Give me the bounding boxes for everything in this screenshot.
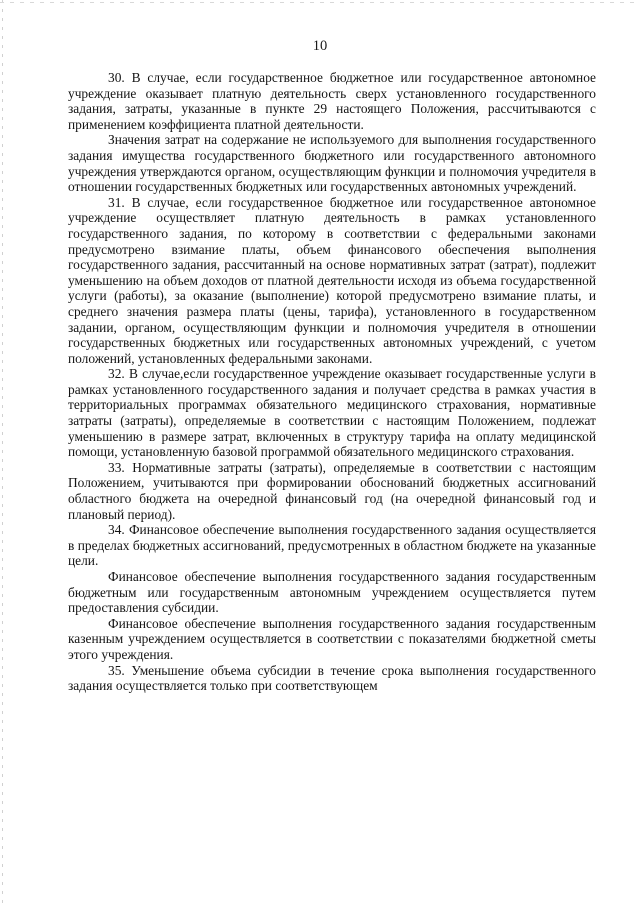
document-body	[68, 70, 596, 694]
paragraph-35: 35. Уменьшение объема субсидии в течение срока выполнения государственного задания осуществляется только при соответствующем	[68, 662, 596, 694]
page-number: 10	[312, 38, 328, 54]
paragraph-34-subsidy: Финансовое обеспечение выполнения государственного задания государственным бюджетным или государственным автономным учреждением осуществляется путем предоставления субсидии.	[68, 569, 596, 616]
paragraph-34-budget-estimate: Финансовое обеспечение выполнения государственного задания государственным казенным учреждением осуществляется в соответствии с показателями бюджетной сметы этого учреждения.	[68, 615, 596, 662]
scan-edge-top	[0, 2, 640, 3]
paragraph-30-expenses: Значения затрат на содержание не используемого для выполнения государственного задания имущества государственного бюджетного или государственного автономного учреждения утверждаются органом, осуществляющим функции и полномочия учредителя в отношении государственных бюджетных или государственных автономных учреждений.	[68, 132, 596, 195]
paragraph-32: 32. В случае,если государственное учреждение оказывает государственные услуги в рамках установленного государственного задания и получает средства в рамках участия в территориальных программах обязательного медицинского страхования, нормативные затраты (затраты), определяемые в соответствии с настоящим Положением, подлежат уменьшению в размере затрат, включенных в структуру тарифа на оплату медицинской помощи, установленную базовой программой обязательного медицинского страхования.	[68, 366, 596, 460]
paragraph-30: 30. В случае, если государственное бюджетное или государственное автономное учреждение оказывает платную деятельность сверх установленного государственного задания, затраты, указанные в пункте 29 настоящего Положения, рассчитываются с применением коэффициента платной деятельности.	[68, 70, 596, 132]
paragraph-31: 31. В случае, если государственное бюджетное или государственное автономное учреждение осуществляет платную деятельность в рамках установленного государственного задания, по которому в соответствии с федеральными законами предусмотрено взимание платы, объем финансового обеспечения выполнения государственного задания, рассчитанный на основе нормативных затрат (затрат), подлежит уменьшению на объем доходов от платной деятельности исходя из объема государственной услуги (работы), за оказание (выполнение) которой предусмотрено взимание платы, и среднего значения размера платы (цены, тарифа), установленного в государственном задании, органом, осуществляющим функции и полномочия учредителя в отношении государственных бюджетных или государственных автономных учреждений, с учетом положений, установленных федеральными законами.	[68, 194, 596, 366]
paragraph-33: 33. Нормативные затраты (затраты), определяемые в соответствии с настоящим Положением, учитываются при формировании обоснований бюджетных ассигнований областного бюджета на очередной финансовый год (на очередной финансовый год и плановый период).	[68, 459, 596, 522]
paragraph-34: 34. Финансовое обеспечение выполнения государственного задания осуществляется в пределах бюджетных ассигнований, предусмотренных в областном бюджете на указанные цели.	[68, 522, 596, 569]
scan-edge-left	[2, 0, 3, 905]
